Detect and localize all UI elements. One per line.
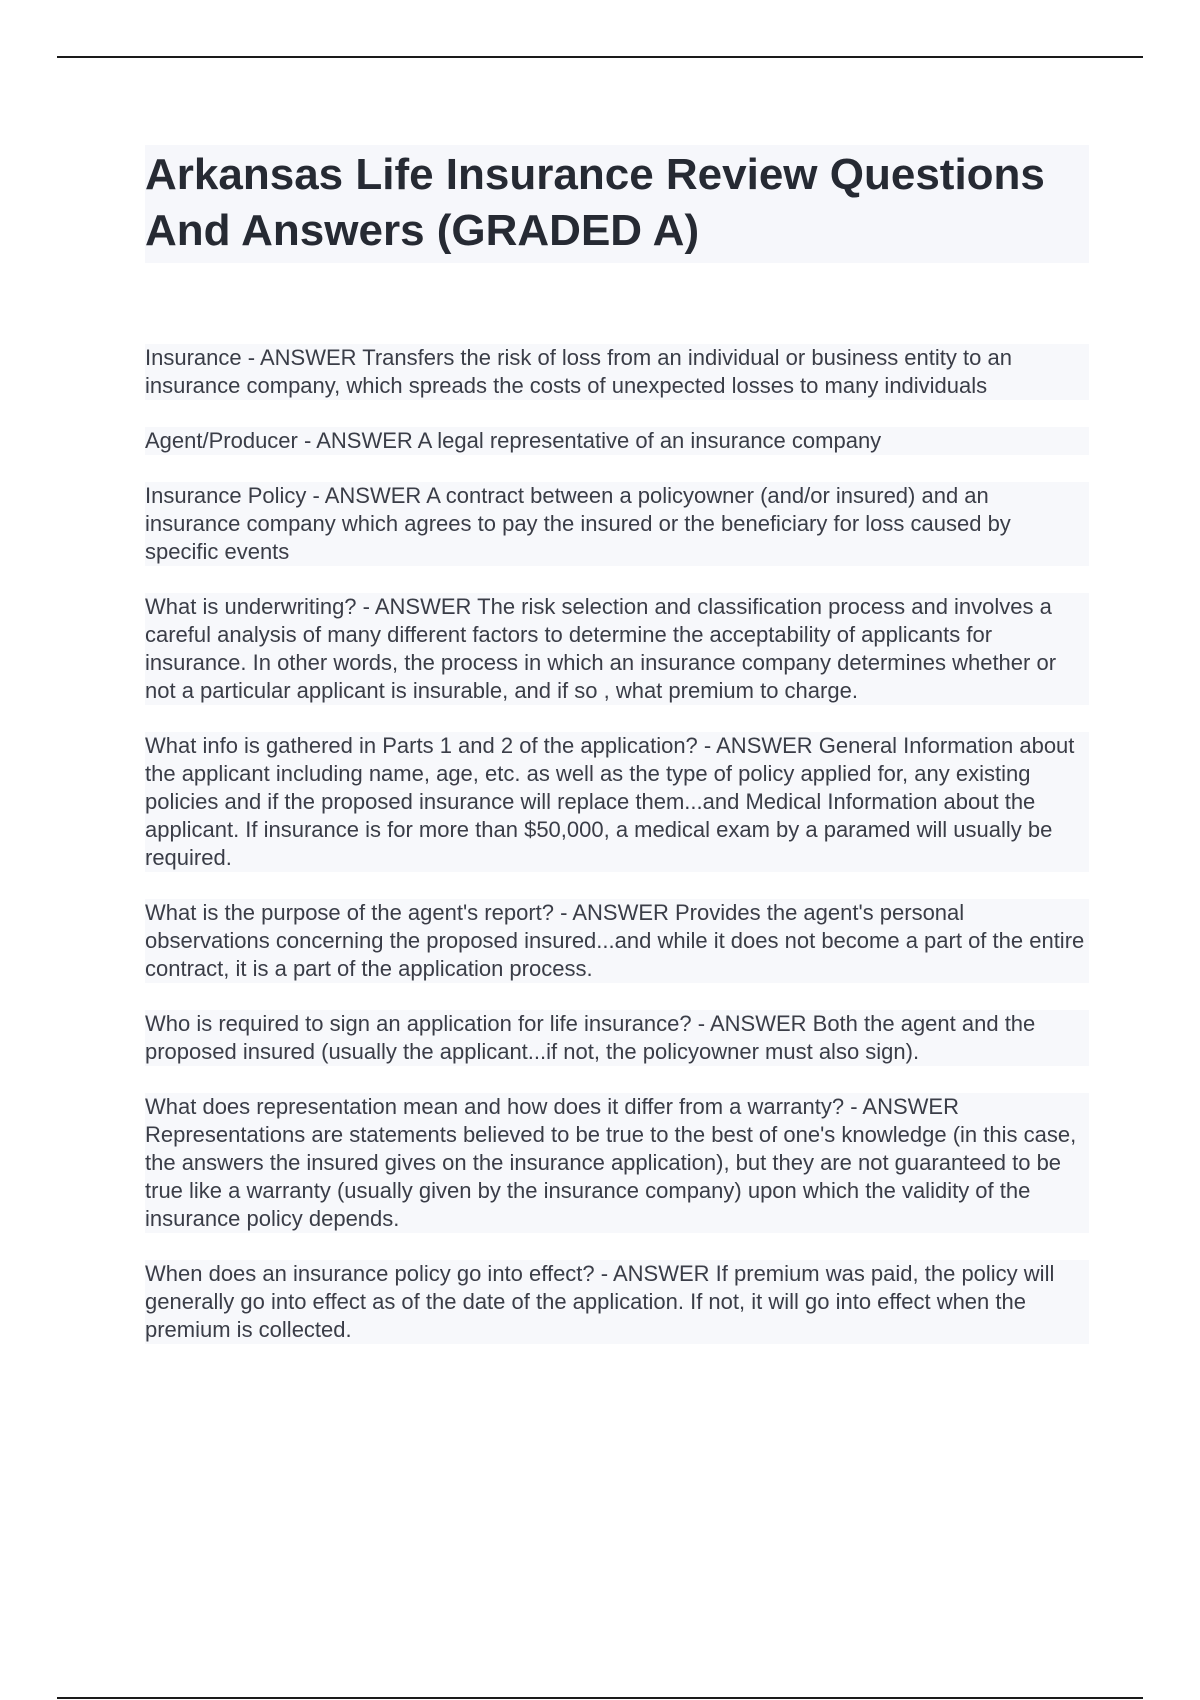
document-body	[145, 145, 1089, 1371]
qa-item-policy-effective: When does an insurance policy go into effect? - ANSWER If premium was paid, the policy will generally go into effect as of the date of the application. If not, it will go into effect when the premium is collected.	[145, 1260, 1089, 1344]
bottom-divider	[57, 1697, 1143, 1699]
qa-item-agent-producer: Agent/Producer - ANSWER A legal representative of an insurance company	[145, 427, 1089, 455]
qa-item-agents-report: What is the purpose of the agent's report? - ANSWER Provides the agent's personal observations concerning the proposed insured...and while it does not become a part of the entire contract, it is a part of the application process.	[145, 899, 1089, 983]
qa-item-insurance: Insurance - ANSWER Transfers the risk of loss from an individual or business entity to an insurance company, which spreads the costs of unexpected losses to many individuals	[145, 344, 1089, 400]
qa-item-application-signature: Who is required to sign an application for life insurance? - ANSWER Both the agent and the proposed insured (usually the applicant...if not, the policyowner must also sign).	[145, 1010, 1089, 1066]
qa-item-underwriting: What is underwriting? - ANSWER The risk selection and classification process and involves a careful analysis of many different factors to determine the acceptability of applicants for insurance. In other words, the process in which an insurance company determines whether or not a particular applicant is insurable, and if so , what premium to charge.	[145, 593, 1089, 705]
qa-item-insurance-policy: Insurance Policy - ANSWER A contract between a policyowner (and/or insured) and an insurance company which agrees to pay the insured or the beneficiary for loss caused by specific events	[145, 482, 1089, 566]
top-divider	[57, 56, 1143, 58]
qa-list	[145, 344, 1089, 1344]
qa-item-representation-warranty: What does representation mean and how does it differ from a warranty? - ANSWER Representations are statements believed to be true to the best of one's knowledge (in this case, the answers the insured gives on the insurance application), but they are not guaranteed to be true like a warranty (usually given by the insurance company) upon which the validity of the insurance policy depends.	[145, 1093, 1089, 1233]
document-title: Arkansas Life Insurance Review Questions And Answers (GRADED A)	[145, 145, 1089, 263]
qa-item-application-parts: What info is gathered in Parts 1 and 2 of the application? - ANSWER General Information about the applicant including name, age, etc. as well as the type of policy applied for, any existing policies and if the proposed insurance will replace them...and Medical Information about the applicant. If insurance is for more than $50,000, a medical exam by a paramed will usually be required.	[145, 732, 1089, 872]
